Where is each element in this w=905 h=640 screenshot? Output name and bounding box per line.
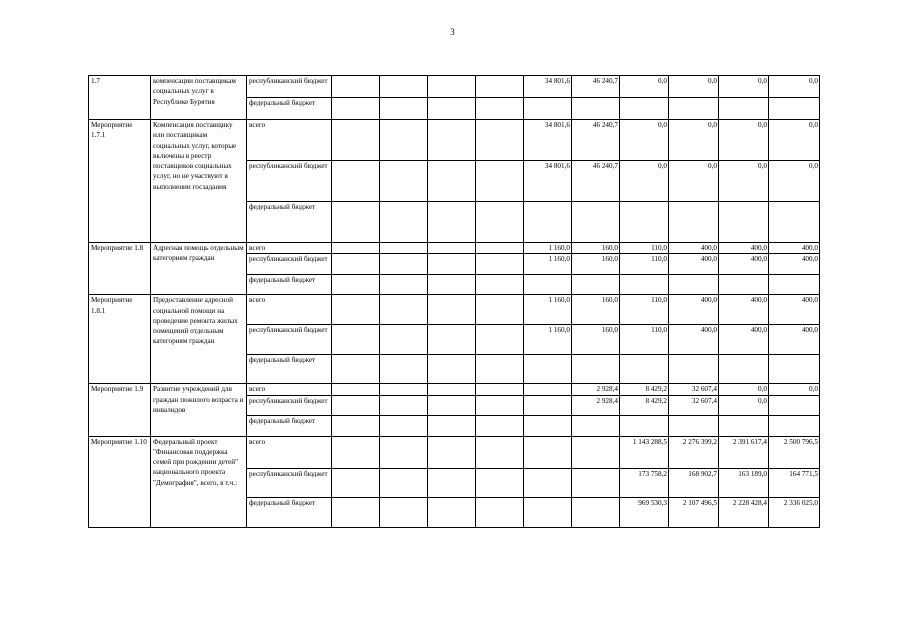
value-cell	[524, 436, 572, 468]
value-cell: 2 928,4	[572, 384, 620, 395]
value-cell	[769, 415, 820, 436]
empty-cell	[380, 325, 428, 355]
value-cell: 0,0	[669, 76, 719, 98]
source-cell: федеральный бюджет	[247, 98, 332, 120]
value-cell: 0,0	[669, 161, 719, 202]
value-cell	[524, 355, 572, 384]
value-cell	[769, 355, 820, 384]
value-cell	[769, 395, 820, 415]
empty-cell	[380, 76, 428, 98]
value-cell	[669, 355, 719, 384]
empty-cell	[380, 468, 428, 497]
empty-cell	[476, 275, 524, 295]
value-cell: 400,0	[719, 325, 769, 355]
source-cell: всего	[247, 384, 332, 395]
empty-cell	[380, 395, 428, 415]
value-cell: 400,0	[719, 243, 769, 254]
empty-cell	[332, 243, 380, 254]
value-cell: 110,0	[620, 295, 669, 325]
source-cell: всего	[247, 436, 332, 468]
value-cell	[572, 98, 620, 120]
value-cell	[719, 275, 769, 295]
empty-cell	[332, 295, 380, 325]
empty-cell	[332, 275, 380, 295]
value-cell: 46 240,7	[572, 161, 620, 202]
empty-cell	[428, 355, 476, 384]
value-cell	[524, 468, 572, 497]
empty-cell	[476, 120, 524, 161]
value-cell: 160,0	[572, 254, 620, 275]
value-cell: 110,0	[620, 243, 669, 254]
empty-cell	[380, 254, 428, 275]
value-cell: 400,0	[669, 243, 719, 254]
empty-cell	[332, 468, 380, 497]
value-cell: 0,0	[620, 161, 669, 202]
empty-cell	[380, 436, 428, 468]
value-cell: 0,0	[769, 384, 820, 395]
value-cell	[669, 415, 719, 436]
value-cell: 0,0	[769, 120, 820, 161]
value-cell: 400,0	[719, 295, 769, 325]
source-cell: республиканский бюджет	[247, 161, 332, 202]
empty-cell	[428, 275, 476, 295]
empty-cell	[332, 415, 380, 436]
empty-cell	[476, 325, 524, 355]
row-name-cell: Компенсация поставщику или поставщикам социальных услуг, которые включены в реестр поставщиков социальных услуг, но не участвуют в выполнении госзадания	[151, 120, 247, 243]
row-name-cell: компенсации поставщикам социальных услуг в Республике Бурятия	[151, 76, 247, 120]
empty-cell	[380, 384, 428, 395]
empty-cell	[476, 384, 524, 395]
value-cell	[620, 98, 669, 120]
empty-cell	[476, 395, 524, 415]
empty-cell	[332, 98, 380, 120]
value-cell: 46 240,7	[572, 120, 620, 161]
empty-cell	[476, 243, 524, 254]
empty-cell	[428, 202, 476, 243]
row-id-cell: Мероприятие 1.8.1	[89, 295, 151, 384]
empty-cell	[428, 415, 476, 436]
value-cell	[524, 497, 572, 527]
empty-cell	[332, 254, 380, 275]
value-cell: 164 771,5	[769, 468, 820, 497]
row-name-cell: Федеральный проект "Финансовая поддержка семей при рождении детей" национального проекта "Демография", всего, в т.ч.:	[151, 436, 247, 527]
value-cell: 400,0	[669, 295, 719, 325]
empty-cell	[428, 120, 476, 161]
value-cell	[524, 384, 572, 395]
table-row	[89, 76, 820, 98]
empty-cell	[332, 395, 380, 415]
source-cell: республиканский бюджет	[247, 395, 332, 415]
empty-cell	[332, 355, 380, 384]
value-cell	[769, 275, 820, 295]
row-id-cell: Мероприятие 1.7.1	[89, 120, 151, 243]
empty-cell	[428, 295, 476, 325]
empty-cell	[380, 415, 428, 436]
value-cell	[572, 415, 620, 436]
value-cell: 34 801,6	[524, 161, 572, 202]
value-cell	[572, 275, 620, 295]
value-cell	[524, 98, 572, 120]
empty-cell	[428, 497, 476, 527]
source-cell: всего	[247, 120, 332, 161]
value-cell	[769, 98, 820, 120]
value-cell: 173 758,2	[620, 468, 669, 497]
value-cell	[719, 355, 769, 384]
value-cell: 2 500 796,5	[769, 436, 820, 468]
empty-cell	[428, 243, 476, 254]
value-cell: 168 902,7	[669, 468, 719, 497]
value-cell: 32 607,4	[669, 384, 719, 395]
row-id-cell: Мероприятие 1.8	[89, 243, 151, 295]
empty-cell	[476, 468, 524, 497]
value-cell: 400,0	[769, 243, 820, 254]
value-cell	[572, 355, 620, 384]
value-cell: 8 429,2	[620, 384, 669, 395]
row-name-cell: Адресная помощь отдельным категориям граждан	[151, 243, 247, 295]
empty-cell	[476, 161, 524, 202]
value-cell: 0,0	[719, 161, 769, 202]
value-cell: 110,0	[620, 325, 669, 355]
empty-cell	[380, 355, 428, 384]
value-cell: 1 160,0	[524, 243, 572, 254]
value-cell: 34 801,6	[524, 76, 572, 98]
empty-cell	[380, 161, 428, 202]
source-cell: федеральный бюджет	[247, 415, 332, 436]
empty-cell	[380, 202, 428, 243]
source-cell: всего	[247, 243, 332, 254]
empty-cell	[428, 254, 476, 275]
value-cell: 0,0	[719, 76, 769, 98]
empty-cell	[476, 76, 524, 98]
empty-cell	[332, 202, 380, 243]
value-cell: 8 429,2	[620, 395, 669, 415]
value-cell	[572, 436, 620, 468]
value-cell	[669, 98, 719, 120]
source-cell: всего	[247, 295, 332, 325]
empty-cell	[476, 497, 524, 527]
value-cell: 2 276 399,2	[669, 436, 719, 468]
value-cell: 400,0	[669, 325, 719, 355]
value-cell: 160,0	[572, 295, 620, 325]
value-cell: 2 228 428,4	[719, 497, 769, 527]
source-cell: федеральный бюджет	[247, 355, 332, 384]
value-cell: 0,0	[769, 161, 820, 202]
empty-cell	[476, 436, 524, 468]
value-cell: 2 107 496,5	[669, 497, 719, 527]
empty-cell	[428, 395, 476, 415]
value-cell	[524, 202, 572, 243]
empty-cell	[332, 76, 380, 98]
value-cell	[620, 202, 669, 243]
value-cell: 400,0	[769, 325, 820, 355]
empty-cell	[428, 76, 476, 98]
empty-cell	[428, 436, 476, 468]
value-cell: 46 240,7	[572, 76, 620, 98]
value-cell	[524, 275, 572, 295]
value-cell: 0,0	[620, 76, 669, 98]
empty-cell	[476, 202, 524, 243]
source-cell: федеральный бюджет	[247, 275, 332, 295]
value-cell: 400,0	[769, 254, 820, 275]
source-cell: республиканский бюджет	[247, 325, 332, 355]
value-cell	[572, 202, 620, 243]
value-cell: 0,0	[719, 395, 769, 415]
value-cell: 2 391 617,4	[719, 436, 769, 468]
value-cell: 1 143 288,5	[620, 436, 669, 468]
empty-cell	[428, 468, 476, 497]
source-cell: республиканский бюджет	[247, 76, 332, 98]
value-cell	[572, 468, 620, 497]
table-row	[89, 384, 820, 395]
row-id-cell: 1.7	[89, 76, 151, 120]
value-cell: 110,0	[620, 254, 669, 275]
empty-cell	[380, 497, 428, 527]
empty-cell	[332, 120, 380, 161]
table-row	[89, 436, 820, 468]
empty-cell	[476, 415, 524, 436]
source-cell: республиканский бюджет	[247, 468, 332, 497]
empty-cell	[332, 436, 380, 468]
value-cell: 0,0	[719, 120, 769, 161]
value-cell: 400,0	[769, 295, 820, 325]
empty-cell	[380, 295, 428, 325]
empty-cell	[332, 384, 380, 395]
value-cell	[669, 202, 719, 243]
value-cell: 969 530,3	[620, 497, 669, 527]
empty-cell	[476, 295, 524, 325]
empty-cell	[380, 275, 428, 295]
value-cell: 400,0	[669, 254, 719, 275]
value-cell: 2 928,4	[572, 395, 620, 415]
empty-cell	[476, 98, 524, 120]
value-cell: 2 336 025,0	[769, 497, 820, 527]
empty-cell	[428, 325, 476, 355]
empty-cell	[332, 497, 380, 527]
empty-cell	[332, 161, 380, 202]
source-cell: федеральный бюджет	[247, 202, 332, 243]
value-cell: 163 189,0	[719, 468, 769, 497]
value-cell: 160,0	[572, 325, 620, 355]
source-cell: республиканский бюджет	[247, 254, 332, 275]
empty-cell	[380, 120, 428, 161]
value-cell: 1 160,0	[524, 325, 572, 355]
value-cell: 1 160,0	[524, 254, 572, 275]
empty-cell	[380, 243, 428, 254]
value-cell	[572, 497, 620, 527]
value-cell: 160,0	[572, 243, 620, 254]
row-name-cell: Предоставление адресной социальной помощи на проведение ремонта жилых помещений отдельным категориям граждан	[151, 295, 247, 384]
empty-cell	[380, 98, 428, 120]
value-cell: 0,0	[769, 76, 820, 98]
value-cell: 0,0	[620, 120, 669, 161]
budget-table	[88, 75, 820, 528]
value-cell	[524, 415, 572, 436]
value-cell	[719, 202, 769, 243]
empty-cell	[428, 384, 476, 395]
value-cell: 34 801,6	[524, 120, 572, 161]
empty-cell	[428, 161, 476, 202]
row-id-cell: Мероприятие 1.10	[89, 436, 151, 527]
table-row	[89, 295, 820, 325]
value-cell: 1 160,0	[524, 295, 572, 325]
row-name-cell: Развитие учреждений для граждан пожилого возраста и инвалидов	[151, 384, 247, 436]
row-id-cell: Мероприятие 1.9	[89, 384, 151, 436]
value-cell	[524, 395, 572, 415]
value-cell	[769, 202, 820, 243]
empty-cell	[428, 98, 476, 120]
empty-cell	[476, 355, 524, 384]
source-cell: федеральный бюджет	[247, 497, 332, 527]
empty-cell	[476, 254, 524, 275]
value-cell	[620, 415, 669, 436]
value-cell	[669, 275, 719, 295]
value-cell: 400,0	[719, 254, 769, 275]
value-cell: 32 607,4	[669, 395, 719, 415]
table-row	[89, 120, 820, 161]
value-cell: 0,0	[669, 120, 719, 161]
value-cell: 0,0	[719, 384, 769, 395]
page-number: 3	[450, 27, 455, 37]
value-cell	[620, 275, 669, 295]
value-cell	[719, 98, 769, 120]
empty-cell	[332, 325, 380, 355]
value-cell	[620, 355, 669, 384]
table-row	[89, 243, 820, 254]
value-cell	[719, 415, 769, 436]
